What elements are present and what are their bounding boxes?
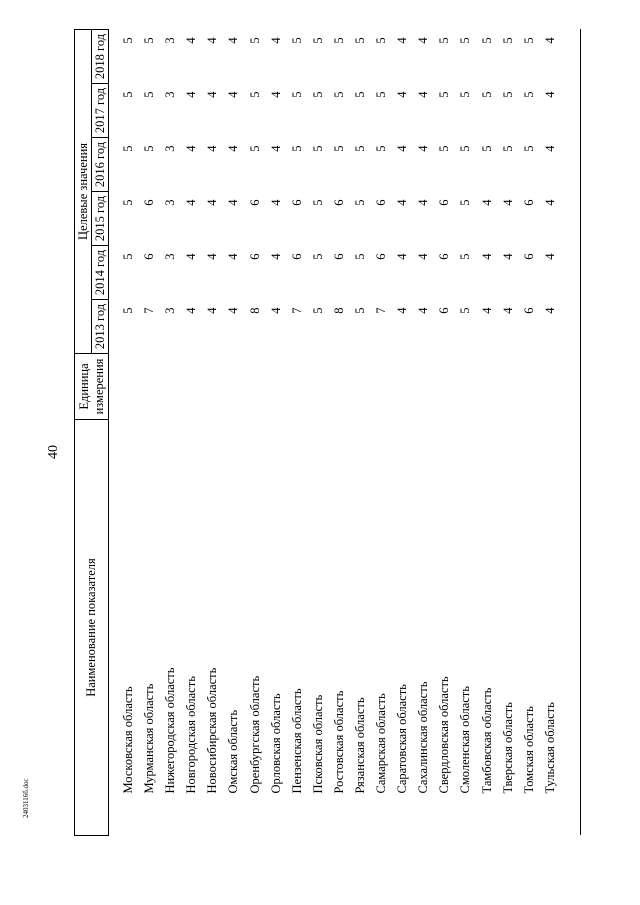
table-row [392,29,413,835]
target-value-cell: 4 [416,199,431,206]
unit-cell [160,354,181,420]
target-value-cell: 4 [184,307,199,314]
region-name: Сахалинская область [416,681,431,794]
target-value-cell: 4 [395,91,410,98]
target-value-cell: 4 [540,300,581,354]
region-name: Ростовская область [331,690,346,794]
region-name: Новосибирская область [205,667,220,794]
target-value-cell: 4 [226,307,241,314]
unit-cell [223,354,244,420]
target-value-cell: 6 [331,253,346,260]
table-row [266,29,287,835]
target-value-cell: 5 [310,307,325,314]
target-value-cell: 5 [247,145,262,152]
target-value-cell: 5 [437,37,452,44]
table-row [455,29,476,835]
target-value-cell: 4 [268,253,283,260]
region-name: Московская область [121,686,135,794]
target-value-cell: 4 [395,253,410,260]
target-value-cell: 5 [437,145,452,152]
region-name: Тамбовская область [479,687,494,794]
target-value-cell: 5 [331,145,346,152]
target-value-cell: 5 [142,37,157,44]
target-value-cell: 4 [184,91,199,98]
table-row [477,29,498,835]
target-value-cell: 4 [205,253,220,260]
table-row [109,29,140,835]
header-unit-line2: измерения [91,358,106,415]
table-row [244,29,265,835]
target-value-cell: 5 [331,37,346,44]
region-name: Рязанская область [352,697,367,794]
header-year: 2016 год [92,138,109,192]
target-value-cell: 5 [500,91,515,98]
target-value-cell: 4 [540,192,581,246]
table-row [519,29,540,835]
page-number: 40 [46,445,61,459]
target-value-cell: 4 [540,246,581,300]
target-value-cell: 4 [226,91,241,98]
target-value-cell: 7 [142,307,157,314]
target-value-cell: 5 [121,253,135,260]
target-value-cell: 4 [226,37,241,44]
target-value-cell: 3 [163,37,178,44]
unit-cell [477,354,498,420]
target-value-cell: 4 [416,307,431,314]
target-value-cell: 4 [268,91,283,98]
region-name: Новгородская область [184,676,199,794]
unit-cell [244,354,265,420]
target-value-cell: 5 [352,307,367,314]
unit-cell [540,354,581,420]
target-value-cell: 6 [289,253,304,260]
region-name: Смоленская область [458,686,473,794]
region-name: Тверская область [500,702,515,794]
target-value-cell: 5 [458,91,473,98]
target-value-cell: 4 [395,145,410,152]
target-value-cell: 5 [521,91,536,98]
target-value-cell: 5 [458,145,473,152]
unit-cell [371,354,392,420]
target-value-cell: 5 [310,145,325,152]
target-value-cell: 4 [416,145,431,152]
region-name: Оренбургская область [247,675,262,794]
region-name: Пензенская область [289,688,304,794]
unit-cell [181,354,202,420]
target-value-cell: 5 [521,37,536,44]
table-row [413,29,434,835]
target-value-cell: 5 [247,91,262,98]
target-value-cell: 6 [331,199,346,206]
unit-cell [109,354,140,420]
target-value-cell: 5 [458,307,473,314]
target-value-cell: 5 [310,199,325,206]
target-value-cell: 4 [205,145,220,152]
header-target-values: Целевые значения [75,29,92,353]
target-value-cell: 5 [374,145,389,152]
unit-cell [455,354,476,420]
target-value-cell: 6 [247,199,262,206]
table-row [181,29,202,835]
header-year: 2013 год [92,300,109,354]
region-name: Тульская область [540,420,581,836]
target-value-cell: 5 [121,37,135,44]
target-value-cell: 4 [479,199,494,206]
target-value-cell: 5 [247,37,262,44]
target-value-cell: 4 [395,199,410,206]
region-name: Псковская область [310,694,325,794]
header-unit-line1: Единица [76,363,91,410]
target-value-cell: 4 [500,199,515,206]
target-value-cell: 5 [374,91,389,98]
target-value-cell: 4 [416,253,431,260]
unit-cell [202,354,223,420]
target-value-cell: 4 [184,145,199,152]
header-indicator-name: Наименование показателя [75,420,109,836]
target-value-cell: 5 [289,145,304,152]
target-value-cell: 5 [458,37,473,44]
target-value-cell: 5 [142,145,157,152]
header-year: 2018 год [92,29,109,83]
target-value-cell: 5 [521,145,536,152]
target-value-cell: 4 [268,145,283,152]
target-value-cell: 4 [500,307,515,314]
target-value-cell: 6 [437,199,452,206]
region-name: Орловская область [268,693,283,794]
unit-cell [329,354,350,420]
table-row [329,29,350,835]
target-value-cell: 4 [184,253,199,260]
target-value-cell: 3 [163,307,178,314]
target-value-cell: 5 [437,91,452,98]
unit-cell [392,354,413,420]
table-row [223,29,244,835]
target-value-cell: 5 [479,145,494,152]
target-value-cell: 5 [142,91,157,98]
table-row [498,29,519,835]
target-value-cell: 5 [310,91,325,98]
target-value-cell: 4 [268,37,283,44]
target-value-cell: 6 [374,253,389,260]
target-value-cell: 6 [142,253,157,260]
target-value-cell: 4 [226,145,241,152]
target-value-cell: 5 [352,37,367,44]
target-value-cell: 3 [163,253,178,260]
target-value-cell: 6 [521,307,536,314]
header-year: 2014 год [92,246,109,300]
target-value-cell: 5 [121,91,135,98]
target-value-cell: 5 [352,91,367,98]
region-name: Томская область [521,706,536,794]
footer-file-name: 2403116б.doc [22,778,30,818]
table-frame [74,30,579,836]
target-value-cell: 4 [268,199,283,206]
target-value-cell: 4 [395,307,410,314]
target-value-cell: 6 [521,253,536,260]
header-year: 2015 год [92,192,109,246]
target-value-cell: 3 [163,91,178,98]
unit-cell [308,354,329,420]
target-value-cell: 3 [163,199,178,206]
target-value-cell: 4 [205,91,220,98]
target-value-cell: 5 [458,253,473,260]
target-value-cell: 6 [437,307,452,314]
target-value-cell: 6 [247,253,262,260]
target-value-cell: 4 [479,307,494,314]
target-value-cell: 8 [331,307,346,314]
target-value-cell: 5 [289,91,304,98]
target-value-cell: 5 [121,307,135,314]
table-row [371,29,392,835]
unit-cell [266,354,287,420]
unit-cell [434,354,455,420]
table-row [540,29,581,835]
target-value-cell: 4 [226,199,241,206]
target-value-cell: 6 [374,199,389,206]
unit-cell [519,354,540,420]
region-name: Нижегородская область [163,667,178,794]
region-name: Свердловская область [437,676,452,794]
target-value-cell: 4 [500,253,515,260]
target-value-cell: 5 [121,199,135,206]
target-value-cell: 5 [500,37,515,44]
target-value-cell: 4 [205,37,220,44]
target-value-cell: 4 [540,84,581,138]
table-row [202,29,223,835]
header-unit [75,354,109,420]
target-value-cell: 4 [540,29,581,83]
target-value-cell: 4 [416,37,431,44]
region-name: Саратовская область [395,684,410,794]
target-value-cell: 5 [310,253,325,260]
target-value-cell: 5 [479,37,494,44]
target-value-cell: 4 [479,253,494,260]
unit-cell [498,354,519,420]
target-value-cell: 5 [479,91,494,98]
table-row [308,29,329,835]
target-value-cell: 4 [226,253,241,260]
unit-cell [287,354,308,420]
target-value-cell: 5 [352,145,367,152]
target-value-cell: 5 [352,253,367,260]
target-value-cell: 8 [247,307,262,314]
table-row [434,29,455,835]
target-value-cell: 4 [205,307,220,314]
target-value-cell: 7 [374,307,389,314]
target-value-cell: 4 [268,307,283,314]
target-value-cell: 4 [416,91,431,98]
table-row [139,29,160,835]
header-year: 2017 год [92,84,109,138]
table-row [160,29,181,835]
target-value-cell: 7 [289,307,304,314]
target-value-cell: 5 [289,37,304,44]
region-name: Самарская область [374,693,389,794]
target-value-cell: 6 [521,199,536,206]
target-value-cell: 6 [142,199,157,206]
target-value-cell: 5 [310,37,325,44]
unit-cell [139,354,160,420]
target-value-cell: 5 [458,199,473,206]
unit-cell [350,354,371,420]
target-value-cell: 4 [184,37,199,44]
region-name: Омская область [226,709,241,794]
target-value-cell: 5 [121,145,135,152]
target-value-cell: 3 [163,145,178,152]
target-value-cell: 5 [331,91,346,98]
target-value-cell: 5 [352,199,367,206]
table-body [109,29,581,835]
target-value-cell: 5 [500,145,515,152]
target-value-cell: 4 [540,138,581,192]
target-value-cell: 6 [437,253,452,260]
table-row [287,29,308,835]
target-value-cell: 4 [205,199,220,206]
target-value-cell: 6 [289,199,304,206]
unit-cell [413,354,434,420]
target-value-cell: 4 [184,199,199,206]
target-value-cell: 5 [374,37,389,44]
table-row [350,29,371,835]
indicators-table [74,29,581,836]
target-value-cell: 4 [395,37,410,44]
region-name: Мурманская область [142,683,157,794]
